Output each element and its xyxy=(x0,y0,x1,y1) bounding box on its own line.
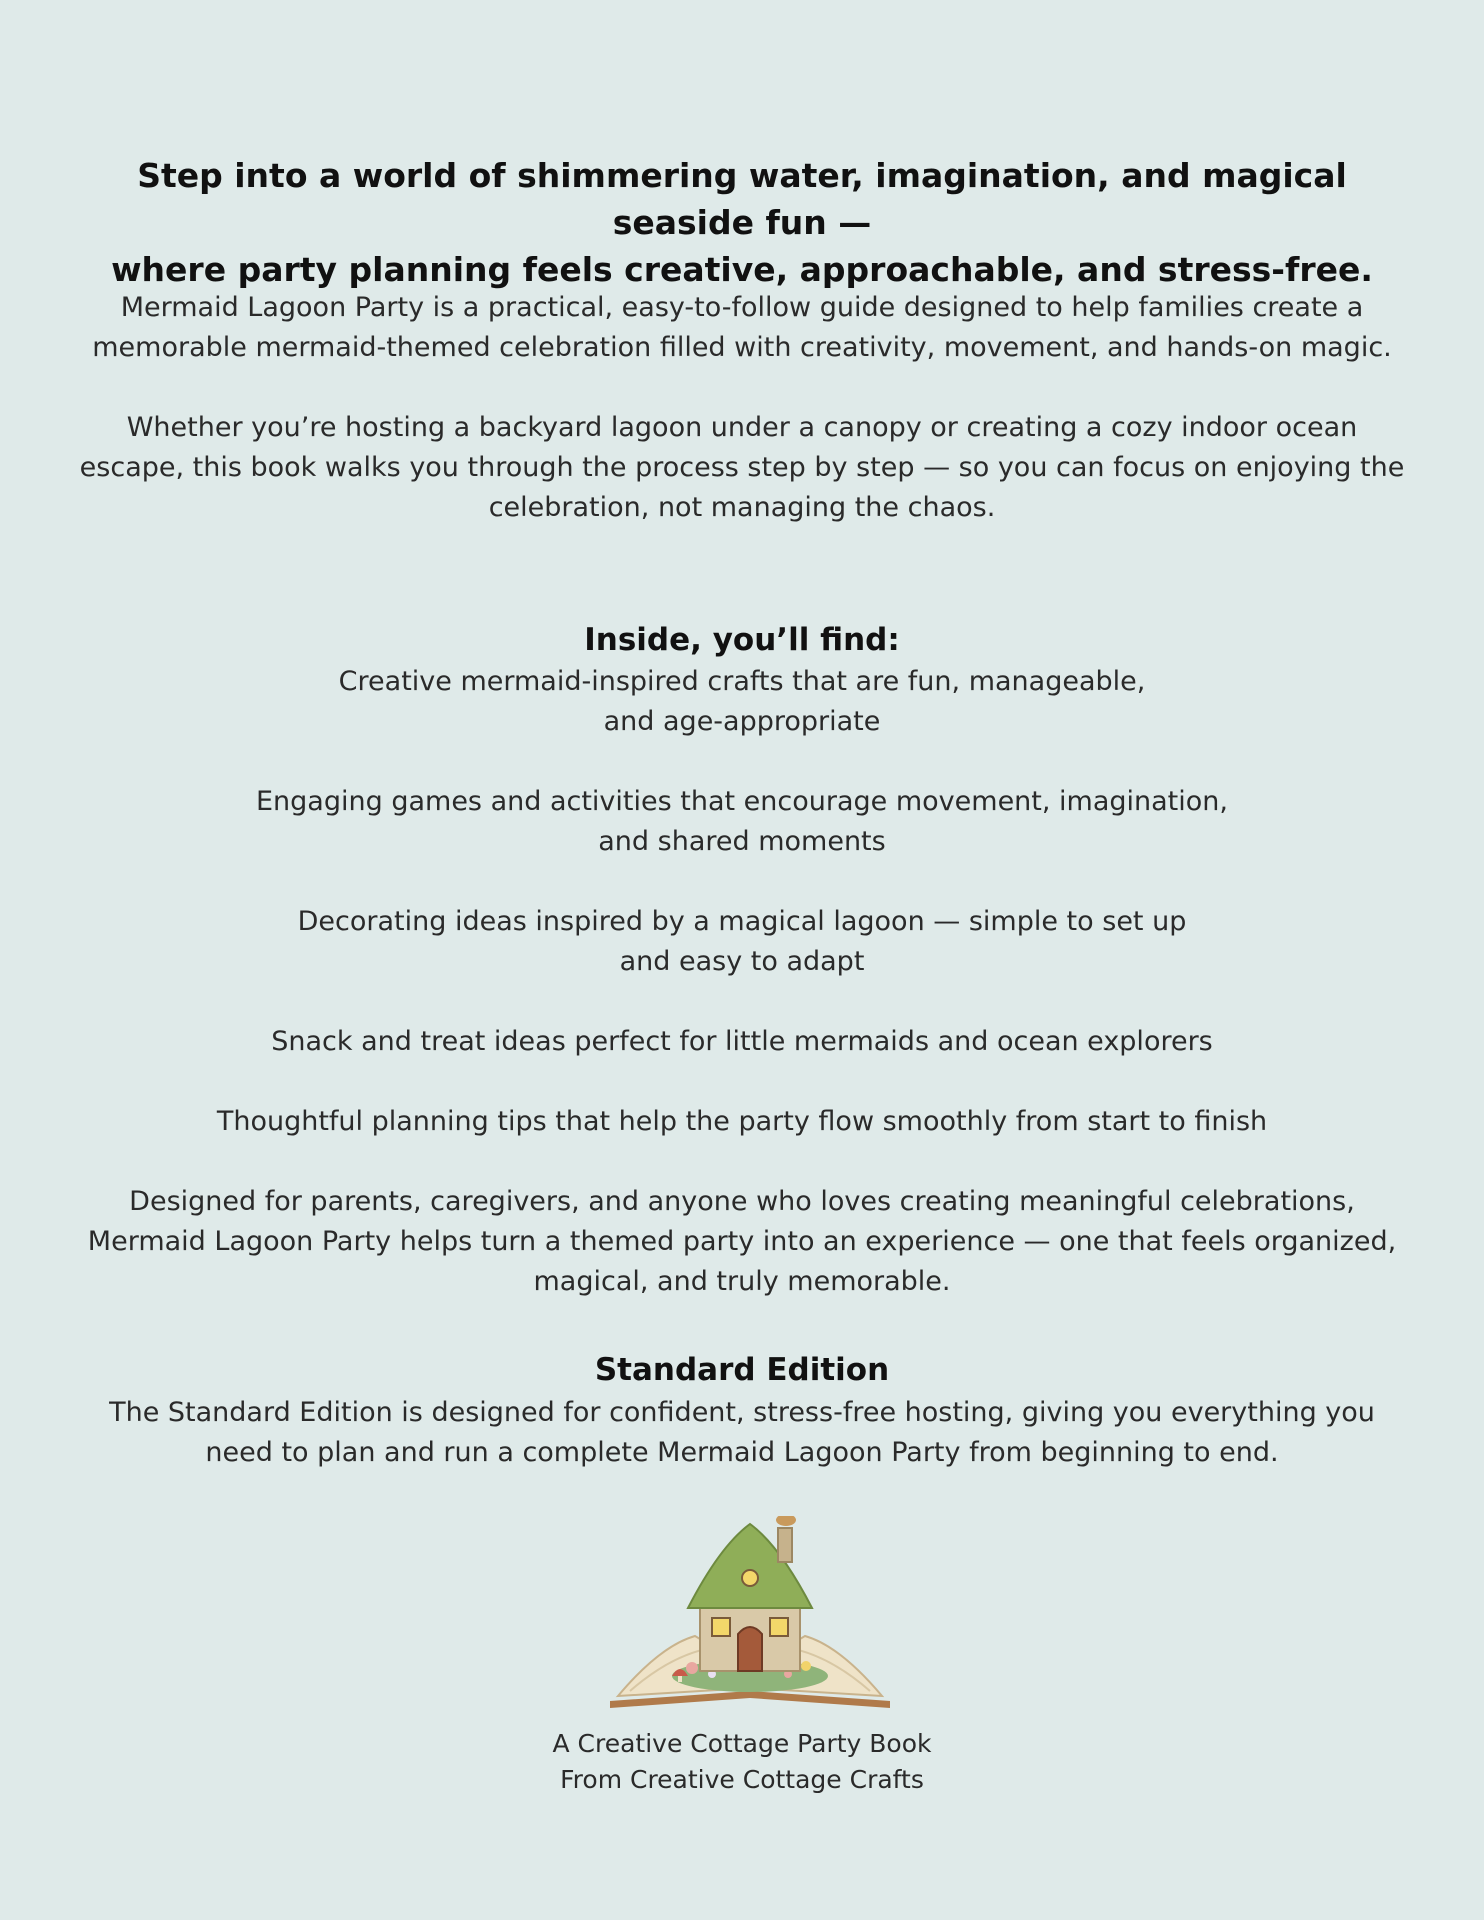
list-item xyxy=(100,782,1384,862)
list-item xyxy=(100,1102,1384,1142)
list-item-line-1: Creative mermaid-inspired crafts that are fun, manageable, xyxy=(338,666,1146,697)
headline-line-2: where party planning feels creative, approachable, and stress-free. xyxy=(111,250,1373,289)
edition-heading: Standard Edition xyxy=(594,1352,890,1388)
designed-for-line-3: magical, and truly memorable. xyxy=(533,1266,951,1297)
list-item-line-2: and easy to adapt xyxy=(619,946,865,977)
list-item-line-2: and shared moments xyxy=(598,826,886,857)
credit-line-2: From Creative Cottage Crafts xyxy=(560,1765,924,1794)
credit-line-1: A Creative Cottage Party Book xyxy=(552,1729,932,1758)
edition-line-1: The Standard Edition is designed for confident, stress-free hosting, giving you everything you xyxy=(109,1397,1375,1428)
edition-line-2: need to plan and run a complete Mermaid Lagoon Party from beginning to end. xyxy=(205,1437,1279,1468)
inside-list xyxy=(100,662,1384,1182)
intro-p1-line-1: Mermaid Lagoon Party is a practical, easy-to-follow guide designed to help families create a xyxy=(120,292,1364,323)
designed-for-paragraph xyxy=(70,1182,1414,1302)
list-item-line-1: Engaging games and activities that encourage movement, imagination, xyxy=(256,786,1228,817)
list-item xyxy=(100,1022,1384,1062)
list-item xyxy=(100,662,1384,742)
inside-heading: Inside, you’ll find: xyxy=(584,622,900,658)
list-item-line-2: and age-appropriate xyxy=(603,706,881,737)
intro-p2-line-3: celebration, not managing the chaos. xyxy=(488,492,996,523)
list-item-line-1: Snack and treat ideas perfect for little mermaids and ocean explorers xyxy=(271,1026,1213,1057)
edition-paragraph xyxy=(70,1393,1414,1473)
cottage-on-open-book-icon xyxy=(600,1516,900,1716)
designed-for-line-1: Designed for parents, caregivers, and anyone who loves creating meaningful celebrations, xyxy=(129,1186,1355,1217)
intro-p1-line-2: memorable mermaid-themed celebration filled with creativity, movement, and hands-on magic. xyxy=(92,332,1392,363)
intro-p2-line-2: escape, this book walks you through the process step by step — so you can focus on enjoying the xyxy=(79,452,1405,483)
intro-paragraph-2 xyxy=(70,408,1414,528)
designed-for-line-2: Mermaid Lagoon Party helps turn a themed party into an experience — one that feels organized, xyxy=(87,1226,1397,1257)
list-item xyxy=(100,902,1384,982)
intro-p2-line-1: Whether you’re hosting a backyard lagoon under a canopy or creating a cozy indoor ocean xyxy=(126,412,1358,443)
headline xyxy=(80,152,1404,293)
intro-paragraph-1 xyxy=(70,288,1414,368)
headline-line-1: Step into a world of shimmering water, imagination, and magical seaside fun — xyxy=(137,156,1347,242)
list-item-line-1: Thoughtful planning tips that help the party flow smoothly from start to finish xyxy=(216,1106,1268,1137)
list-item-line-1: Decorating ideas inspired by a magical lagoon — simple to set up xyxy=(297,906,1187,937)
